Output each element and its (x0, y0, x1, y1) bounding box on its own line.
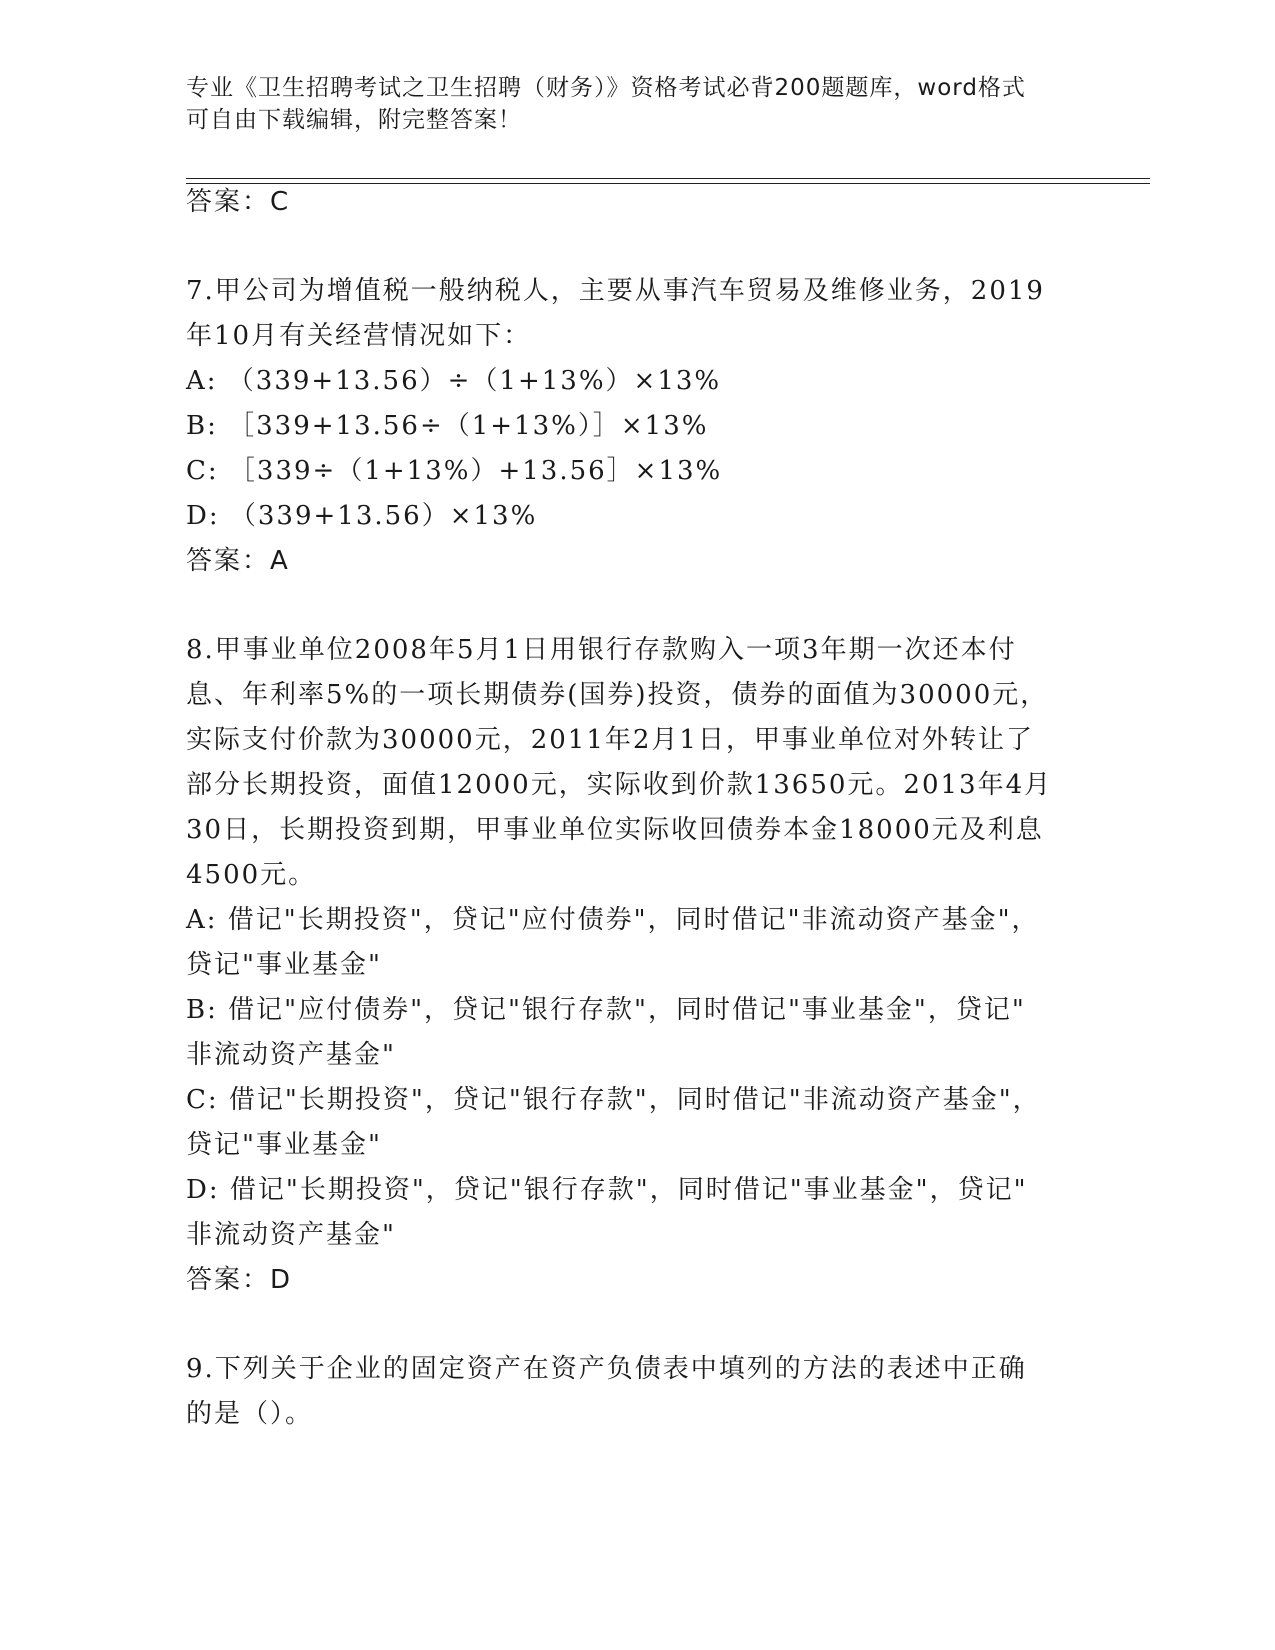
question-7-option-d: D: （339+13.56）×13% (186, 501, 538, 531)
question-9 (186, 1347, 1066, 1437)
prev-answer: 答案：C (186, 187, 291, 217)
question-9-stem-1: 9.下列关于企业的固定资产在资产负债表中填列的方法的表述中正确 (186, 1354, 1027, 1384)
question-7 (186, 269, 1066, 584)
question-9-stem-2: 的是（）。 (186, 1399, 314, 1429)
header-line-1: 专业《卫生招聘考试之卫生招聘（财务）》资格考试必背200题题库，word格式 (186, 75, 1026, 101)
question-8-option-c-2: 贷记"事业基金" (186, 1130, 382, 1160)
header-divider-top (186, 178, 1150, 179)
question-8-option-c-1: C: 借记"长期投资"，贷记"银行存款"，同时借记"非流动资产基金"， (186, 1085, 1041, 1115)
question-8 (186, 628, 1066, 1303)
question-8-option-a-2: 贷记"事业基金" (186, 950, 382, 980)
question-8-option-b-1: B: 借记"应付债券"，贷记"银行存款"，同时借记"事业基金"，贷记" (186, 995, 1026, 1025)
question-7-option-a: A: （339+13.56）÷（1+13%）×13% (186, 366, 722, 396)
question-8-stem-5: 30日，长期投资到期，甲事业单位实际收回债券本金18000元及利息 (186, 815, 1044, 845)
question-8-stem-1: 8.甲事业单位2008年5月1日用银行存款购入一项3年期一次还本付 (186, 635, 1017, 665)
question-7-stem-1: 7.甲公司为增值税一般纳税人，主要从事汽车贸易及维修业务，2019 (186, 276, 1045, 306)
question-content (186, 180, 1066, 1437)
header-line-2: 可自由下载编辑，附完整答案！ (186, 107, 522, 133)
page-header (186, 72, 1086, 136)
question-8-option-b-2: 非流动资产基金" (186, 1040, 396, 1070)
question-8-answer: 答案：D (186, 1265, 293, 1295)
question-8-stem-6: 4500元。 (186, 860, 317, 890)
question-7-option-c: C: ［339÷（1+13%）+13.56］×13% (186, 456, 723, 486)
question-7-answer: 答案：A (186, 546, 290, 576)
question-8-stem-2: 息、年利率5%的一项长期债券(国券)投资，债券的面值为30000元， (186, 680, 1049, 710)
question-8-option-d-1: D: 借记"长期投资"，贷记"银行存款"，同时借记"事业基金"，贷记" (186, 1175, 1028, 1205)
question-8-option-a-1: A: 借记"长期投资"，贷记"应付债券"，同时借记"非流动资产基金"， (186, 905, 1040, 935)
question-7-option-b: B: ［339+13.56÷（1+13%）］×13% (186, 411, 709, 441)
question-8-option-d-2: 非流动资产基金" (186, 1220, 396, 1250)
question-8-stem-3: 实际支付价款为30000元，2011年2月1日，甲事业单位对外转让了 (186, 725, 1034, 755)
question-8-stem-4: 部分长期投资，面值12000元，实际收到价款13650元。2013年4月 (186, 770, 1053, 800)
question-7-stem-2: 年10月有关经营情况如下： (186, 321, 532, 351)
